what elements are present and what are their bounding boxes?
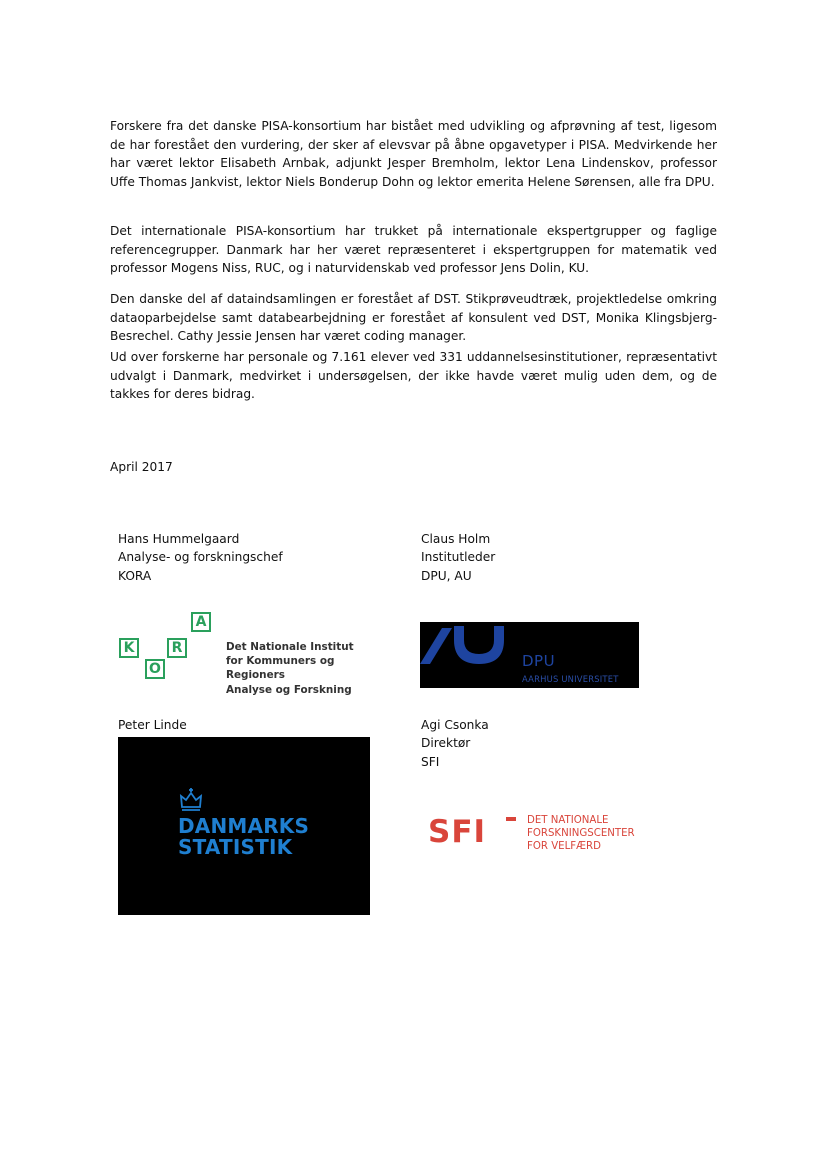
sfi-logo-letters: SFI [428, 814, 487, 850]
paragraph-contributors: Forskere fra det danske PISA-konsortium har bistået med udvikling og afprøvning af test, ligesom de har forestået den vurdering, der sker af elevsvar på åbne opgavetyper i PISA. Medvirkende her har været lektor Elisabeth Arnbak, adjunkt Jesper Bremholm, lektor Lena Lindenskov, professor Uffe Thomas Jankvist, lektor Niels Bonderup Dohn og lektor emerita Helene Sørensen, alle fra DPU. [110, 119, 717, 190]
signatory-name: Peter Linde [118, 718, 187, 732]
kora-logo-line: Analyse og Forskning [226, 683, 352, 696]
sfi-logo-line: FOR VELFÆRD [527, 841, 601, 853]
signatory-title: Analyse- og forskningschef [118, 550, 283, 565]
crown-icon [178, 787, 204, 813]
signatory-org: SFI [421, 754, 440, 769]
kora-logo-line: Det Nationale Institut [226, 641, 354, 653]
paragraph-consortium: Det internationale PISA-konsortium har trukket på internationale ekspertgrupper og faglige referencegrupper. Danmark har her været repræsenteret i ekspertgruppen for matematik ved professor Mogens Niss, RUC, og i naturvidenskab ved professor Jens Dolin, KU. [110, 224, 717, 276]
dst-logo-line: STATISTIK [178, 835, 293, 859]
sfi-logo-accent [506, 817, 516, 821]
sfi-logo-line: FORSKNINGSCENTER [527, 828, 635, 840]
sfi-logo [428, 812, 648, 856]
kora-letter-k: K [119, 638, 139, 658]
dpu-logo-name: DPU [522, 652, 556, 670]
signatory-org: KORA [118, 568, 152, 583]
signatory-org: DPU, AU [421, 568, 472, 583]
dst-logo-line: DANMARKS [178, 814, 310, 838]
dst-logo-text [178, 816, 309, 858]
signatory-title: Institutleder [421, 550, 496, 565]
signatory-name: Claus Holm [421, 532, 491, 546]
kora-letter-r: R [167, 638, 187, 658]
kora-logo-line: for Kommuners og Regioners [226, 655, 335, 682]
paragraph-data-collection: Den danske del af dataindsamlingen er forestået af DST. Stikprøveudtræk, projektledelse omkring dataoparbejdelse samt databearbejdning er forestået af konsulent ved DST, Monika Klingsbjerg-Besrechel. Cathy Jessie Jensen har været coding manager. [110, 292, 717, 344]
signatory-name: Agi Csonka [421, 718, 489, 732]
kora-logo-text [226, 640, 378, 697]
paragraph-acknowledgement: Ud over forskerne har personale og 7.161 elever ved 331 uddannelsesinstitutioner, repræsentativt udvalgt i Danmark, medvirket i undersøgelsen, der ikke havde været mulig uden dem, og de takkes for deres bidrag. [110, 350, 717, 402]
signatory-title: Direktør [421, 736, 471, 751]
dpu-logo-university: AARHUS UNIVERSITET [522, 674, 619, 684]
danmarks-statistik-logo [118, 737, 370, 915]
sfi-logo-line: DET NATIONALE [527, 815, 609, 826]
kora-logo [118, 610, 378, 696]
signatory-name: Hans Hummelgaard [118, 532, 240, 546]
document-date: April 2017 [110, 460, 173, 474]
kora-letter-o: O [145, 659, 165, 679]
signatory-kora [118, 530, 283, 585]
kora-letter-a: A [191, 612, 211, 632]
signatory-dpu [421, 530, 495, 585]
sfi-logo-text [527, 814, 635, 854]
signatory-dst [118, 716, 187, 734]
signatory-sfi [421, 716, 489, 771]
dpu-aarhus-logo [420, 622, 639, 688]
